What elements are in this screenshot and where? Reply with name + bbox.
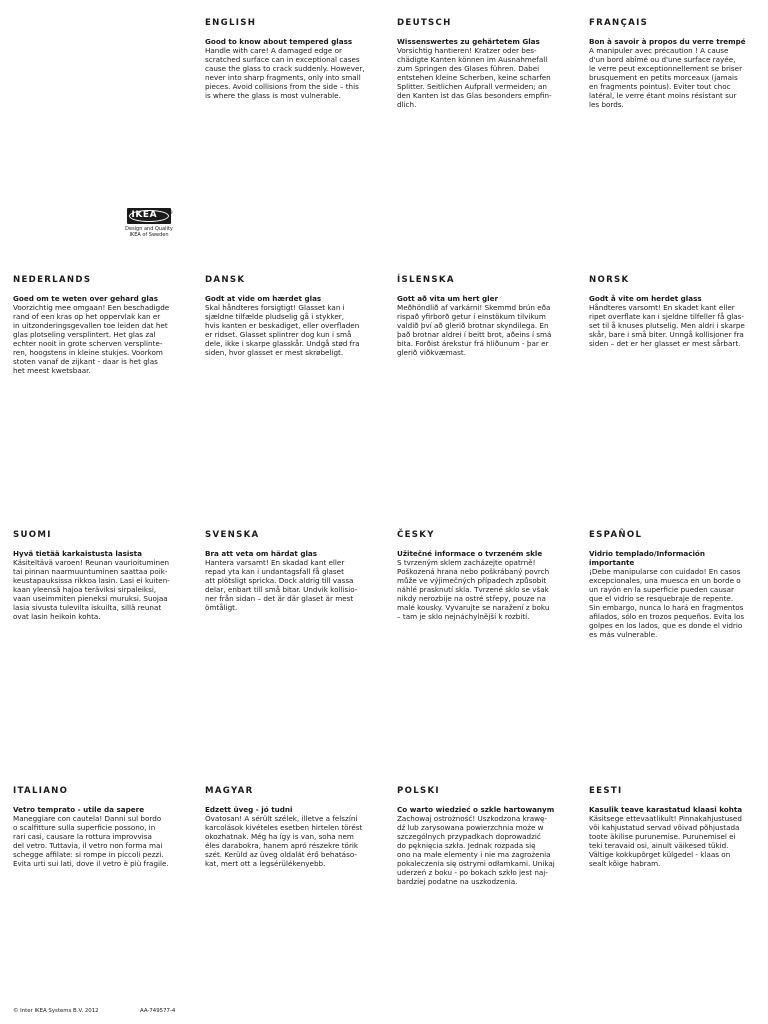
section-dansk <box>205 275 383 357</box>
language-title: ENGLISH <box>205 18 257 28</box>
section-heading: Hyvä tietää karkaistusta lasista <box>13 549 142 558</box>
language-title: ÍSLENSKA <box>397 275 455 285</box>
section-heading: Bon à savoir à propos du verre trempé <box>589 37 746 46</box>
section-heading: Good to know about tempered glass <box>205 37 353 46</box>
language-title: ESPAÑOL <box>589 530 643 540</box>
section-magyar <box>205 786 383 868</box>
language-title: DANSK <box>205 275 246 285</box>
section-heading: Kasulik teave karastatud klaasi kohta <box>589 805 743 814</box>
language-title: MAGYAR <box>205 786 254 796</box>
logo-tagline-1: Design and Quality <box>125 226 173 232</box>
section-heading: Gott að vita um hert gler <box>397 294 499 303</box>
language-title: EESTI <box>589 786 623 796</box>
section-body: Meðhöndlið af varkárni! Skemmd brún eða rispað yfirborð getur í einstökum tilvikum valdið því að glerið brotnar skyndilega. En það brotnar aldrei í beitt brot, aðeins í smá bita. Forðist árekstur frá hliðunum - þar er glerið viðkvæmast. <box>397 303 552 357</box>
section-heading: Goed om te weten over gehard glas <box>13 294 159 303</box>
copyright-notice: © Inter IKEA Systems B.V. 2012 <box>13 1008 99 1014</box>
section-heading: Wissenswertes zu gehärtetem Glas <box>397 37 540 46</box>
section-body: ¡Debe manipularse con cuidado! En casos excepcionales, una muesca en un borde o un rayón en la superficie pueden causar que el vidrio se resquebraje de repente. Sin embargo, nunca lo hará en fragmentos afilados, sólo en trozos pequeños. Evita los golpes en los lados, que es donde el vidrio es más vulnerable. <box>589 567 745 639</box>
language-title: POLSKI <box>397 786 440 796</box>
section-polski <box>397 786 575 886</box>
language-title: NORSK <box>589 275 630 285</box>
section-suomi <box>13 530 191 621</box>
section-body: S tvrzeným sklem zacházejte opatrně! Poškozená hrana nebo poškrábaný povrch může ve výjimečných případech způsobit náhlé prasknutí skla. Tvrzené sklo se však nikdy nerozbije na ostré střepy, pouze na malé kousky. Vyvarujte se naražení z boku – tam je sklo nejnáchylnější k rozbití. <box>397 558 550 621</box>
section-body: Voorzichtig mee omgaan! Een beschadigde rand of een kras op het oppervlak kan er in uitzonderingsgevallen toe leiden dat het glas plotseling versplintert. Het glas zal echter nooit in grote scherven versplinte- ren, hoogstens in kleine stukjes. Voorkom stoten vanaf de zijkant - daar is het glas het meest kwetsbaar. <box>13 303 170 375</box>
language-title: ITALIANO <box>13 786 69 796</box>
section-heading: Vidrio templado/Información importante <box>589 549 705 567</box>
section-norsk <box>589 275 767 348</box>
language-title: ČESKY <box>397 530 435 540</box>
section-svenska <box>205 530 383 612</box>
section-heading: Godt at vide om hærdet glas <box>205 294 322 303</box>
section-heading: Bra att veta om härdat glas <box>205 549 318 558</box>
logo-tagline-2: IKEA of Sweden <box>129 232 169 238</box>
section-heading: Godt å vite om herdet glass <box>589 294 702 303</box>
section-heading: Užitečné informace o tvrzeném skle <box>397 549 543 558</box>
section-body: Käsitsege ettevaatlikult! Pinnakahjustused või kahjustatud servad võivad põhjustada toote äkilise purunemise. Purunemisel ei teki teravaid osi, ainult väikesed tükid. Vältige kokkupõrget külgedel - klaas on sealt kõige habram. <box>589 814 742 868</box>
section-body: Skal håndteres forsigtigt! Glasset kan i sjældne tilfælde pludselig gå i stykker, hvis kanten er beskadiget, eller overfladen er ridset. Glasset splintrer dog kun i små dele, ikke i skarpe glasskår. Undgå stød fra siden, hvor glasset er mest skrøbeligt. <box>205 303 360 357</box>
section-body: Håndteres varsomt! En skadet kant eller ripet overflate kan i sjeldne tilfeller få glas- set til å knuses plutselig. Men aldri i skarpe skår, bare i små biter. Unngå kollisjoner fra siden – det er her glasset er mest sårbart. <box>589 303 745 348</box>
section-deutsch <box>397 18 575 109</box>
section-body: Handle with care! A damaged edge or scratched surface can in exceptional cases cause the glass to crack suddenly. However, never into sharp fragments, only into small pieces. Avoid collisions from the side – this is where the glass is most vulnerable. <box>205 46 365 100</box>
section-english <box>205 18 383 100</box>
ikea-logo-mark <box>127 208 174 224</box>
language-title: FRANÇAIS <box>589 18 649 28</box>
section-heading: Co warto wiedzieć o szkle hartowanym <box>397 805 555 814</box>
language-title: SUOMI <box>13 530 52 540</box>
section-cesky <box>397 530 575 621</box>
section-body: Vorsichtig hantieren! Kratzer oder bes- chädigte Kanten können im Ausnahmefall zum Springen des Glases führen. Dabei entstehen kleine Scherben, keine scharfen Splitter. Seitlichen Aufprall vermeiden; an den Kanten ist das Glas besonders empfin- dlich. <box>397 46 552 109</box>
section-italiano <box>13 786 191 868</box>
section-body: Maneggiare con cautela! Danni sul bordo o scalfitture sulla superficie possono, in rari casi, causare la rottura improvvisa del vetro. Tuttavia, il vetro non forma mai schegge affilate: si rompe in piccoli pezzi. Evita urti sui lati, dove il vetro è più fragile. <box>13 814 169 868</box>
section-body: Hantera varsamt! En skadad kant eller repad yta kan i undantagsfall få glaset att plötsligt spricka. Dock aldrig till vassa delar, enbart till små bitar. Undvik kollisio- ner från sidan – det är där glaset är mest ömtåligt. <box>205 558 358 612</box>
section-heading: Vetro temprato - utile da sapere <box>13 805 145 814</box>
section-body: Käsiteltävä varoen! Reunan vaurioituminen tai pinnan naarmuuntuminen saattaa poik- keustapauksissa rikkoa lasin. Lasi ei kuiten- kaan yleensä hajoa teräviksi sirpaleiksi, vaan useimmiten pieneksi muruksi. Suojaa lasia sivusta tulevilta iskuilta, sillä reunat ovat lasin heikoin kohta. <box>13 558 170 621</box>
language-title: SVENSKA <box>205 530 260 540</box>
brand-name: IKEA <box>131 210 158 220</box>
ikea-logo <box>118 202 180 238</box>
section-espanol <box>589 530 767 639</box>
language-title: DEUTSCH <box>397 18 452 28</box>
section-nederlands <box>13 275 191 375</box>
section-body: A manipuler avec précaution ! A cause d'un bord abîmé ou d'une surface rayée, le verre peut exceptionnellement se briser brusquement en petits morceaux (jamais en fragments pointus). Eviter tout choc latéral, le verre étant moins résistant sur les bords. <box>589 46 743 109</box>
section-body: Zachowaj ostrożność! Uszkodzona krawę- dź lub zarysowana powierzchnia może w szczególnych przypadkach doprowadzić do pęknięcia szkła. Jednak rozpada się ono na małe elementy i nie ma zagrożenia pokaleczenia się ostrymi odłamkami. Unikaj uderzeń z boku - po bokach szkło jest naj- bardziej podatne na uszkodzenia. <box>397 814 555 886</box>
language-title: NEDERLANDS <box>13 275 92 285</box>
section-heading: Edzett üveg - jó tudni <box>205 805 293 814</box>
document-code: AA-749577-4 <box>140 1008 176 1014</box>
section-body: Óvatosan! A sérült szélek, illetve a felszíni karcolások kivételes esetben hirtelen törést okozhatnak. Még ha így is van, soha nem éles darabokra, hanem apró részekre törik szét. Kerüld az üveg oldalát érő behatáso- kat, mert ott a legsérülékenyebb. <box>205 814 363 868</box>
section-eesti <box>589 786 767 868</box>
registered-mark: ® <box>167 210 174 216</box>
section-francais <box>589 18 767 109</box>
section-islenska <box>397 275 575 357</box>
